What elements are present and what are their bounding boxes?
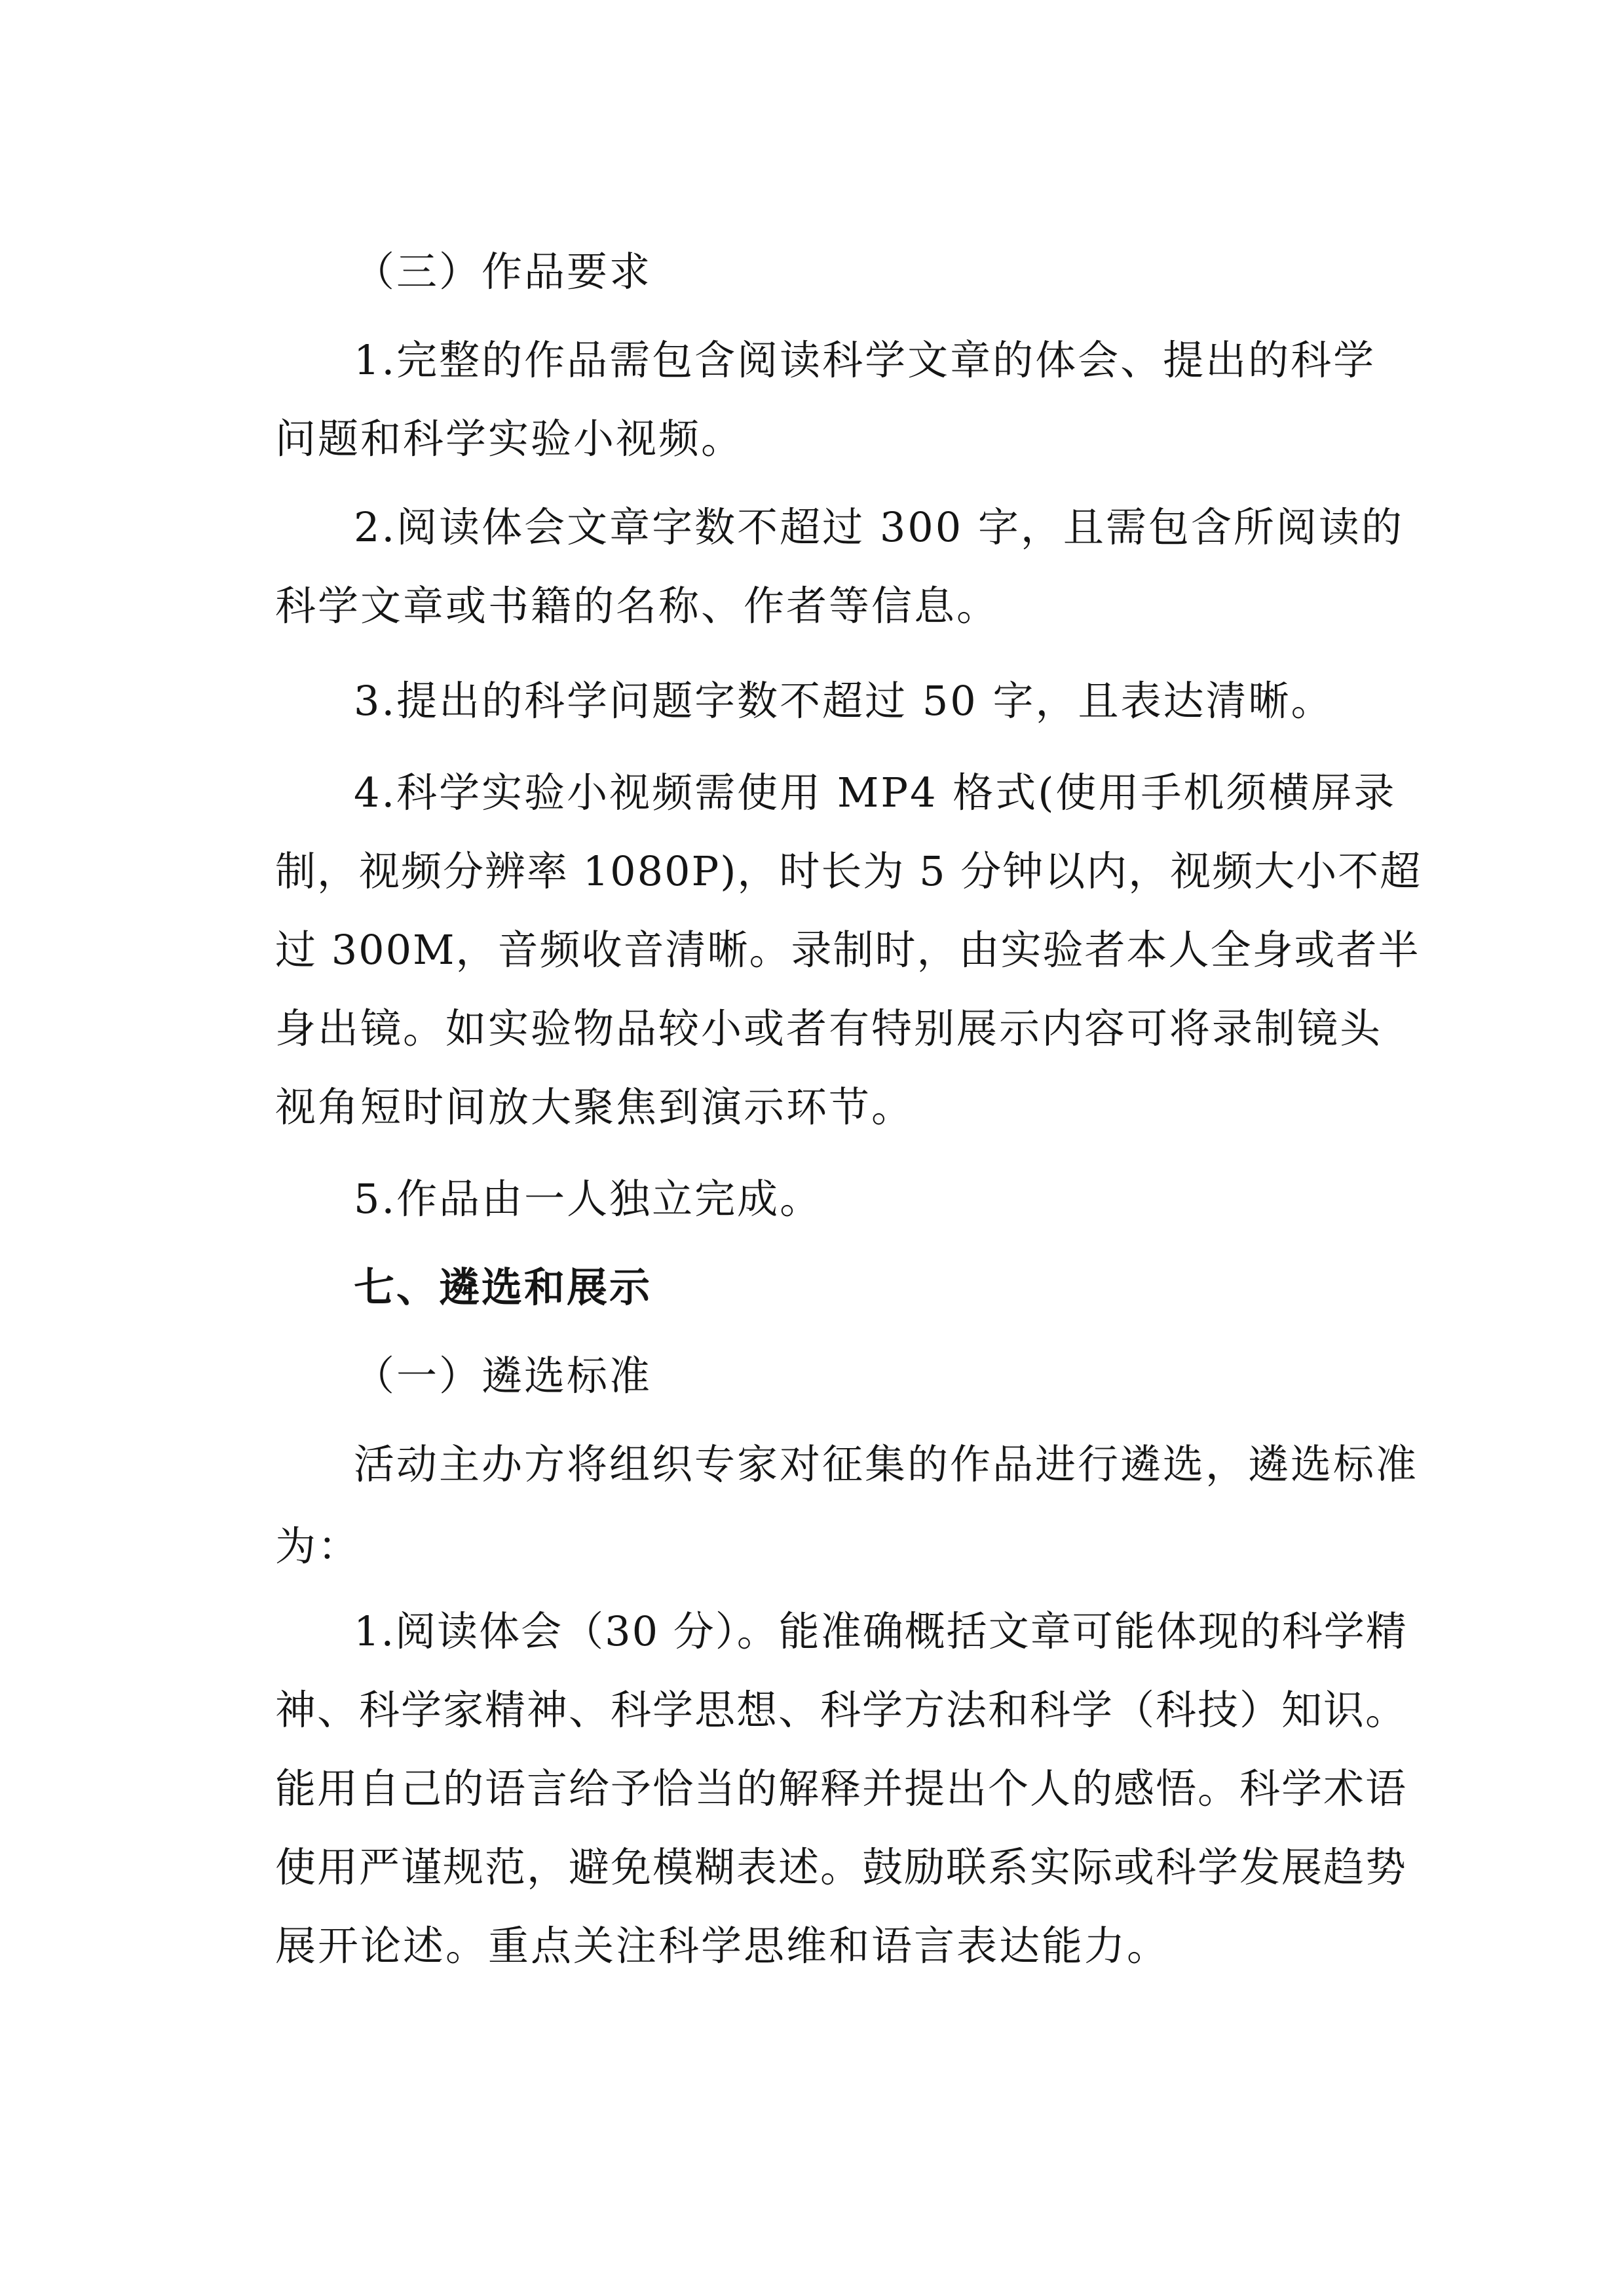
requirement-3-line-1: 3.提出的科学问题字数不超过 50 字，且表达清晰。 — [354, 677, 1334, 725]
requirement-2-line-2: 科学文章或书籍的名称、作者等信息。 — [275, 582, 1000, 630]
criterion-1-line-5: 展开论述。重点关注科学思维和语言表达能力。 — [275, 1922, 1170, 1970]
requirement-4-line-2: 制，视频分辨率 1080P)，时长为 5 分钟以内，视频大小不超 — [275, 847, 1422, 895]
chapter-7-heading: 七、遴选和展示 — [354, 1263, 652, 1311]
criterion-1-line-3: 能用自己的语言给予恰当的解释并提出个人的感悟。科学术语 — [275, 1765, 1408, 1812]
criterion-1-line-1: 1.阅读体会（30 分）。能准确概括文章可能体现的科学精 — [354, 1607, 1408, 1655]
requirement-4-line-1: 4.科学实验小视频需使用 MP4 格式(使用手机须横屏录 — [354, 769, 1397, 816]
requirement-1-line-2: 问题和科学实验小视频。 — [275, 415, 744, 463]
section-3-heading: （三）作品要求 — [354, 248, 652, 296]
requirement-5-line-1: 5.作品由一人独立完成。 — [354, 1175, 823, 1223]
requirement-4-line-3: 过 300M，音频收音清晰。录制时，由实验者本人全身或者半 — [275, 926, 1420, 974]
intro-line-1: 活动主办方将组织专家对征集的作品进行遴选，遴选标准 — [354, 1440, 1419, 1488]
criterion-1-line-2: 神、科学家精神、科学思想、科学方法和科学（科技）知识。 — [275, 1686, 1408, 1734]
requirement-2-line-1: 2.阅读体会文章字数不超过 300 字，且需包含所阅读的 — [354, 503, 1404, 551]
intro-line-2: 为： — [275, 1522, 361, 1570]
requirement-4-line-4: 身出镜。如实验物品较小或者有特别展示内容可将录制镜头 — [275, 1004, 1383, 1052]
requirement-1-line-1: 1.完整的作品需包含阅读科学文章的体会、提出的科学 — [354, 336, 1376, 384]
criterion-1-line-4: 使用严谨规范，避免模糊表述。鼓励联系实际或科学发展趋势 — [275, 1843, 1408, 1891]
section-1-heading: （一）遴选标准 — [354, 1352, 652, 1400]
requirement-4-line-5: 视角短时间放大聚焦到演示环节。 — [275, 1083, 915, 1131]
